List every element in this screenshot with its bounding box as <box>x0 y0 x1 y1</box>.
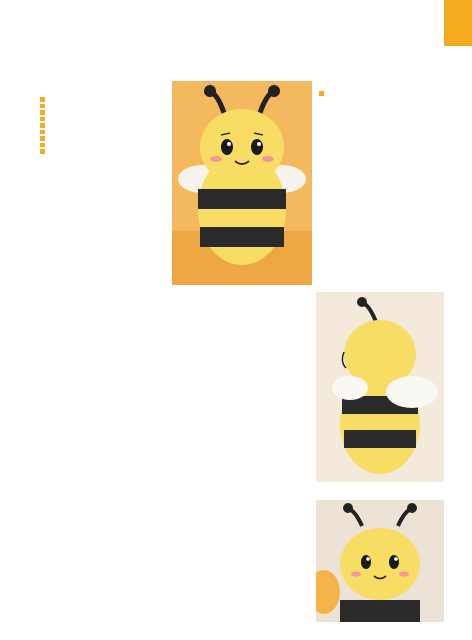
bullet-square-icon <box>40 104 45 109</box>
left-column <box>40 95 168 166</box>
bullet-square-icon <box>40 136 45 141</box>
bee-side-illustration <box>316 292 444 482</box>
materials-list <box>40 95 168 154</box>
bullet-square-icon <box>40 149 45 154</box>
right-column <box>316 81 440 98</box>
bee-closeup-illustration <box>316 500 444 622</box>
bee-amigurumi-illustration <box>172 81 312 285</box>
montaje-text <box>316 90 440 98</box>
middle-column <box>179 308 307 318</box>
bullet-square-icon <box>40 123 45 128</box>
bullet-square-icon <box>40 117 45 122</box>
bee-photo-front <box>172 81 312 285</box>
bullet-square-icon <box>40 143 45 148</box>
material-item <box>40 147 168 154</box>
bullet-square-icon <box>40 97 45 102</box>
bullet-square-icon <box>40 130 45 135</box>
end-square-icon <box>319 91 324 96</box>
bee-photo-side <box>316 292 444 482</box>
page-footer <box>388 630 390 637</box>
bullet-square-icon <box>40 110 45 115</box>
bee-photo-closeup <box>316 500 444 622</box>
page-corner-tab <box>444 0 472 46</box>
